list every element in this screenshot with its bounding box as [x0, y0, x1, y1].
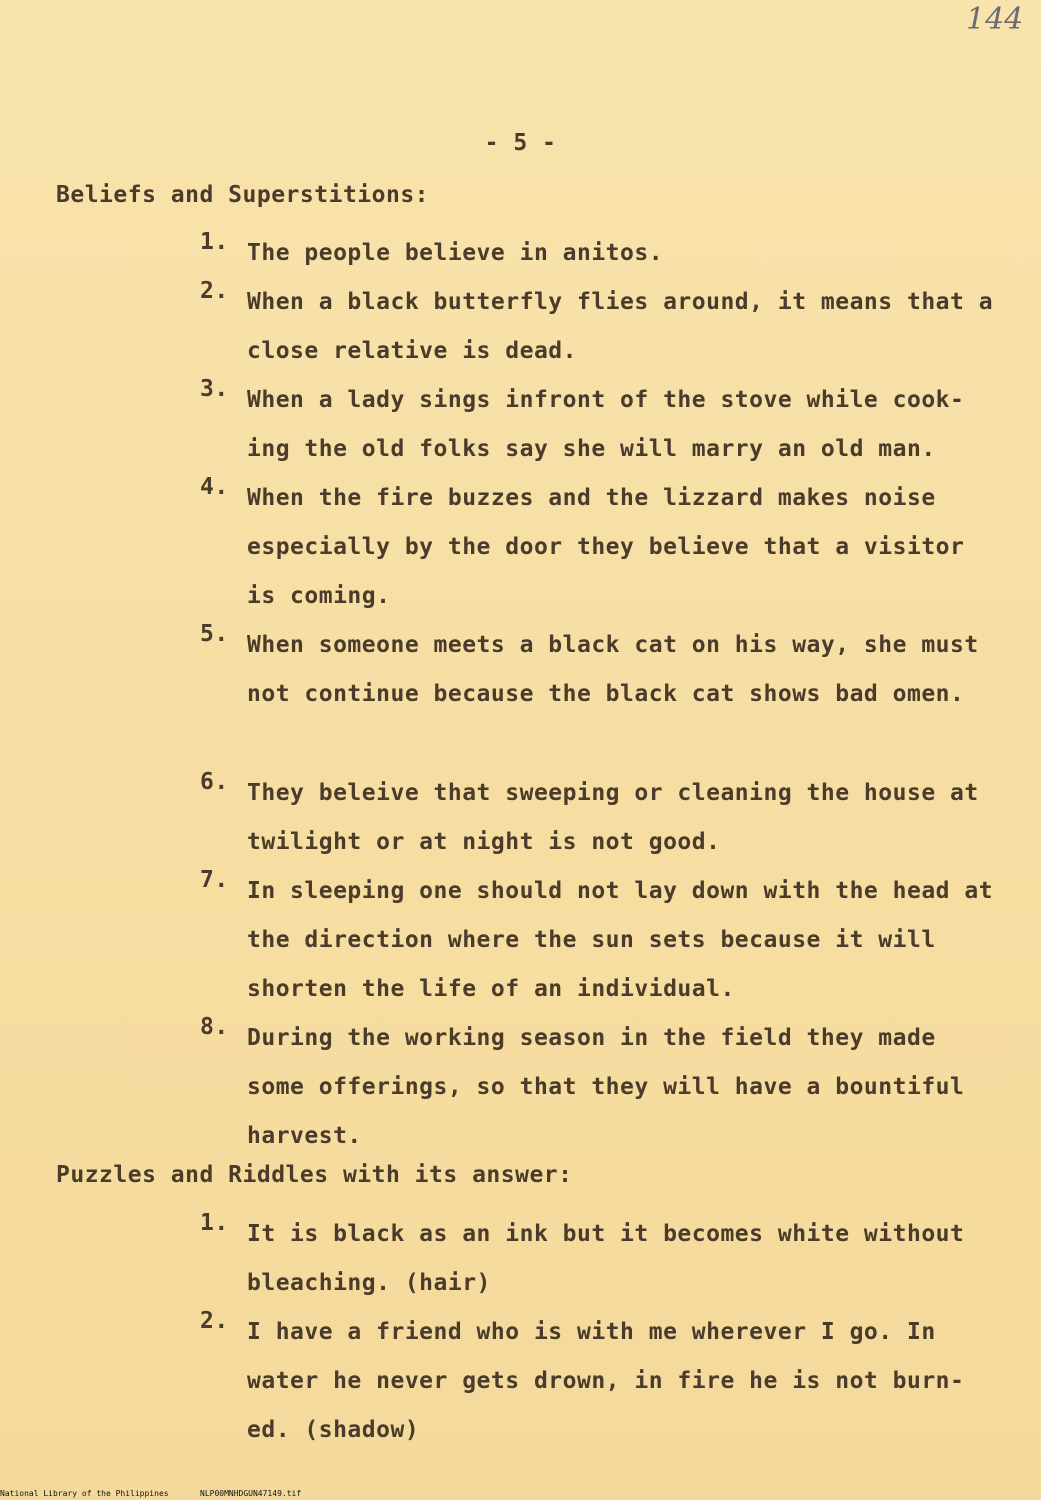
- handwritten-page-number: 144: [966, 2, 1024, 37]
- item-text: When someone meets a black cat on his way, she must not continue because the black cat shows bad omen.: [247, 632, 979, 707]
- item-number: 4.: [200, 474, 229, 500]
- item-text: When the fire buzzes and the lizzard makes noise especially by the door they believe that a visitor is coming.: [247, 485, 965, 609]
- item-text: I have a friend who is with me wherever I go. In water he never gets drown, in fire he is not burn-ed. (shadow): [247, 1319, 965, 1443]
- item-number: 1.: [200, 229, 229, 255]
- item-text: It is black as an ink but it becomes white without bleaching. (hair): [247, 1221, 965, 1296]
- item-text: When a lady sings infront of the stove while cook-ing the old folks say she will marry an old man.: [247, 387, 965, 462]
- item-number: 5.: [200, 621, 229, 647]
- item-text: When a black butterfly flies around, it means that a close relative is dead.: [247, 289, 994, 364]
- item-number: 3.: [200, 376, 229, 402]
- beliefs-heading: Beliefs and Superstitions:: [56, 182, 430, 208]
- item-number: 8.: [200, 1014, 229, 1040]
- item-number: 6.: [200, 769, 229, 795]
- item-text: The people believe in anitos.: [247, 240, 664, 266]
- item-text: In sleeping one should not lay down with the head at the direction where the sun sets because it will shorten the life of an individual.: [247, 878, 994, 1002]
- item-number: 2.: [200, 278, 229, 304]
- page-number: - 5 -: [484, 130, 557, 156]
- footer-library: National Library of the Philippines: [0, 1489, 169, 1498]
- item-number: 7.: [200, 867, 229, 893]
- item-text: During the working season in the field they made some offerings, so that they will have a bountiful harvest.: [247, 1025, 965, 1149]
- item-number: 1.: [200, 1210, 229, 1236]
- item-number: 2.: [200, 1308, 229, 1334]
- item-text: They beleive that sweeping or cleaning the house at twilight or at night is not good.: [247, 780, 979, 855]
- footer-filename: NLP00MNHDGUN47149.tif: [200, 1489, 302, 1498]
- riddles-heading: Puzzles and Riddles with its answer:: [56, 1162, 573, 1188]
